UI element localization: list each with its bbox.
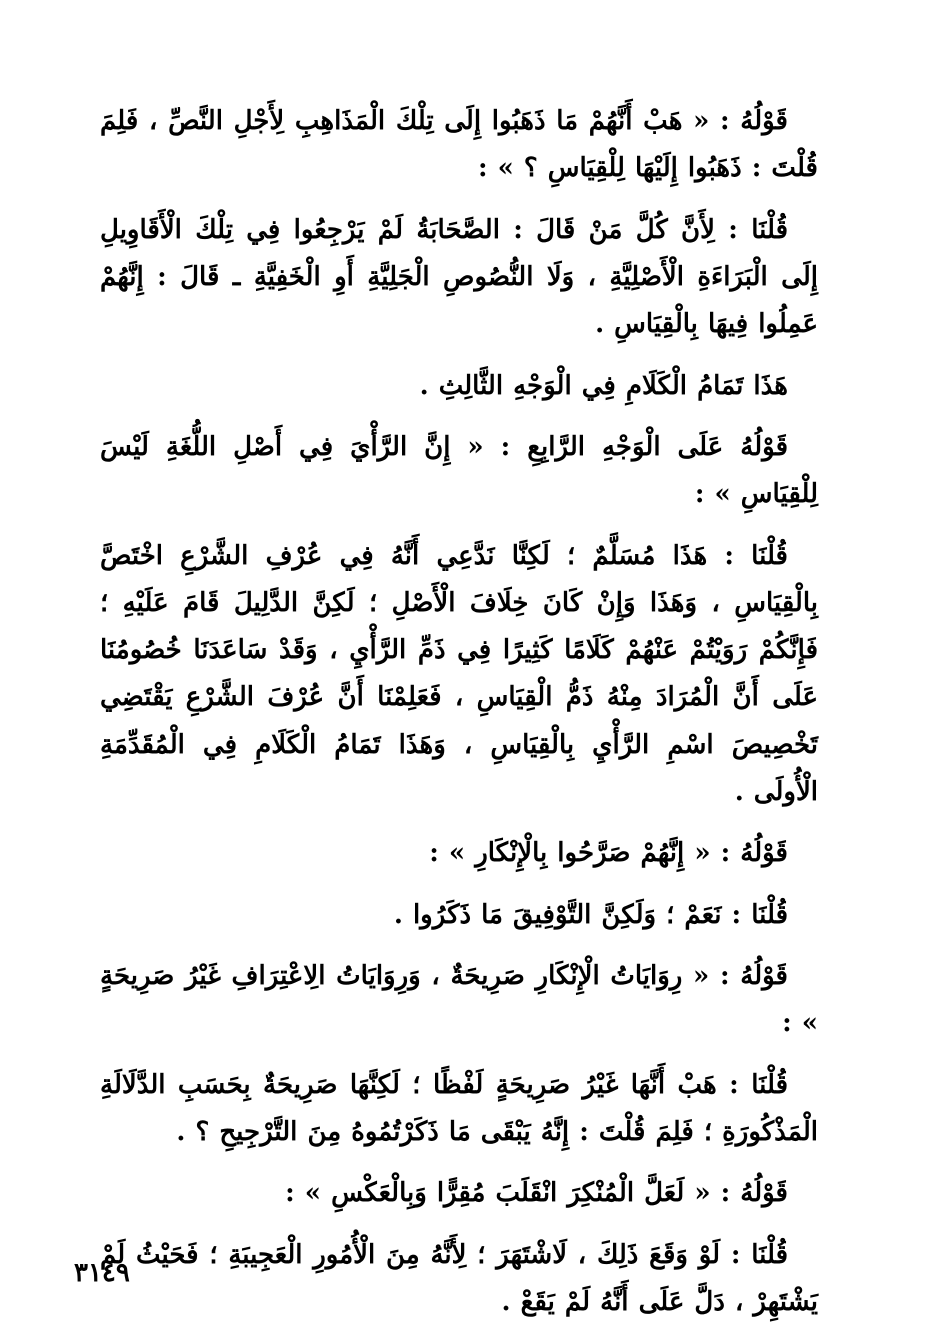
paragraph-3: هَذَا تَمَامُ الْكَلَامِ فِي الْوَجْهِ الثَّالِثِ .: [419, 370, 788, 401]
paragraph-7: قُلْنَا : نَعَمْ ؛ وَلَكِنَّ التَّوْفِيقَ مَا ذَكَرُوا .: [393, 899, 788, 930]
paragraph-5: قُلْنَا : هَذَا مُسَلَّمٌ ؛ لَكِنَّا نَدَّعِي أَنَّهُ فِي عُرْفِ الشَّرْعِ اخْتَصَّ بِالْقِيَاسِ ، وَهَذَا وَإِنْ كَانَ خِلَافَ الْأَصْلِ ؛ لَكِنَّ الدَّلِيلَ قَامَ عَلَيْهِ ؛ فَإِنَّكُمْ رَوَيْتُمْ عَنْهُمْ كَلَامًا كَثِيرًا فِي ذَمِّ الرَّأْيِ ، وَقَدْ سَاعَدَنَا خُصُومُنَا عَلَى أَنَّ الْمُرَادَ مِنْهُ ذَمُّ الْقِيَاسِ ، فَعَلِمْنَا أَنَّ عُرْفَ الشَّرْعِ يَقْتَضِي تَخْصِيصَ اسْمِ الرَّأْيِ بِالْقِيَاسِ ، وَهَذَا تَمَامُ الْكَلَامِ فِي الْمُقَدِّمَةِ الْأُولَى .: [100, 540, 818, 808]
paragraph-4: قَوْلُهُ عَلَى الْوَجْهِ الرَّابِعِ : « إِنَّ الرَّأْيَ فِي أَصْلِ اللُّغَةِ لَيْسَ لِلْقِيَاسِ » :: [100, 431, 818, 510]
paragraph-10: قَوْلُهُ : « لَعَلَّ الْمُنْكِرَ انْقَلَبَ مُقِرًّا وَبِالْعَكْسِ » :: [285, 1178, 788, 1209]
paragraph-8: قَوْلُهُ : « رِوَايَاتُ الْإِنْكَارِ صَرِيحَةٌ ، وَرِوَايَاتُ الِاعْتِرَافِ غَيْرُ صَرِيحَةٍ » :: [100, 961, 818, 1039]
paragraph-9: قُلْنَا : هَبْ أَنَّهَا غَيْرُ صَرِيحَةٍ لَفْظًا ؛ لَكِنَّهَا صَرِيحَةٌ بِحَسَبِ الدَّلَالَةِ الْمَذْكُورَةِ ؛ فَلِمَ قُلْتَ : إِنَّهُ يَبْقَى مَا ذَكَرْتُمُوهُ مِنَ التَّرْجِيحِ ؟ .: [100, 1069, 818, 1147]
paragraph-11: قُلْنَا : لَوْ وَقَعَ ذَلِكَ ، لَاشْتَهَرَ ؛ لِأَنَّهُ مِنَ الْأُمُورِ الْعَجِيبَةِ ؛ فَحَيْثُ لَمْ يَشْتَهِرْ ، دَلَّ عَلَى أَنَّهُ لَمْ يَقَعْ .: [100, 1239, 818, 1317]
paragraph-2: قُلْنَا : لِأَنَّ كُلَّ مَنْ قَالَ : الصَّحَابَةُ لَمْ يَرْجِعُوا فِي تِلْكَ الْأَقَاوِيلِ إِلَى الْبَرَاءَةِ الْأَصْلِيَّةِ ، وَلَا النُّصُوصِ الْجَلِيَّةِ أَوِ الْخَفِيَّةِ ـ قَالَ : إِنَّهُمْ عَمِلُوا فِيهَا بِالْقِيَاسِ .: [100, 214, 818, 340]
paragraph-6: قَوْلُهُ : « إِنَّهُمْ صَرَّحُوا بِالْإِنْكَارِ » :: [429, 838, 788, 869]
page-number: ٣١٤٩: [74, 1258, 130, 1288]
body-text: [100, 98, 818, 1340]
paragraph-1: قَوْلُهُ : « هَبْ أَنَّهُمْ مَا ذَهَبُوا إِلَى تِلْكَ الْمَذَاهِبِ لِأَجْلِ النَّصِّ ، فَلِمَ قُلْتَ : ذَهَبُوا إِلَيْهَا لِلْقِيَاسِ ؟ » :: [100, 106, 818, 184]
